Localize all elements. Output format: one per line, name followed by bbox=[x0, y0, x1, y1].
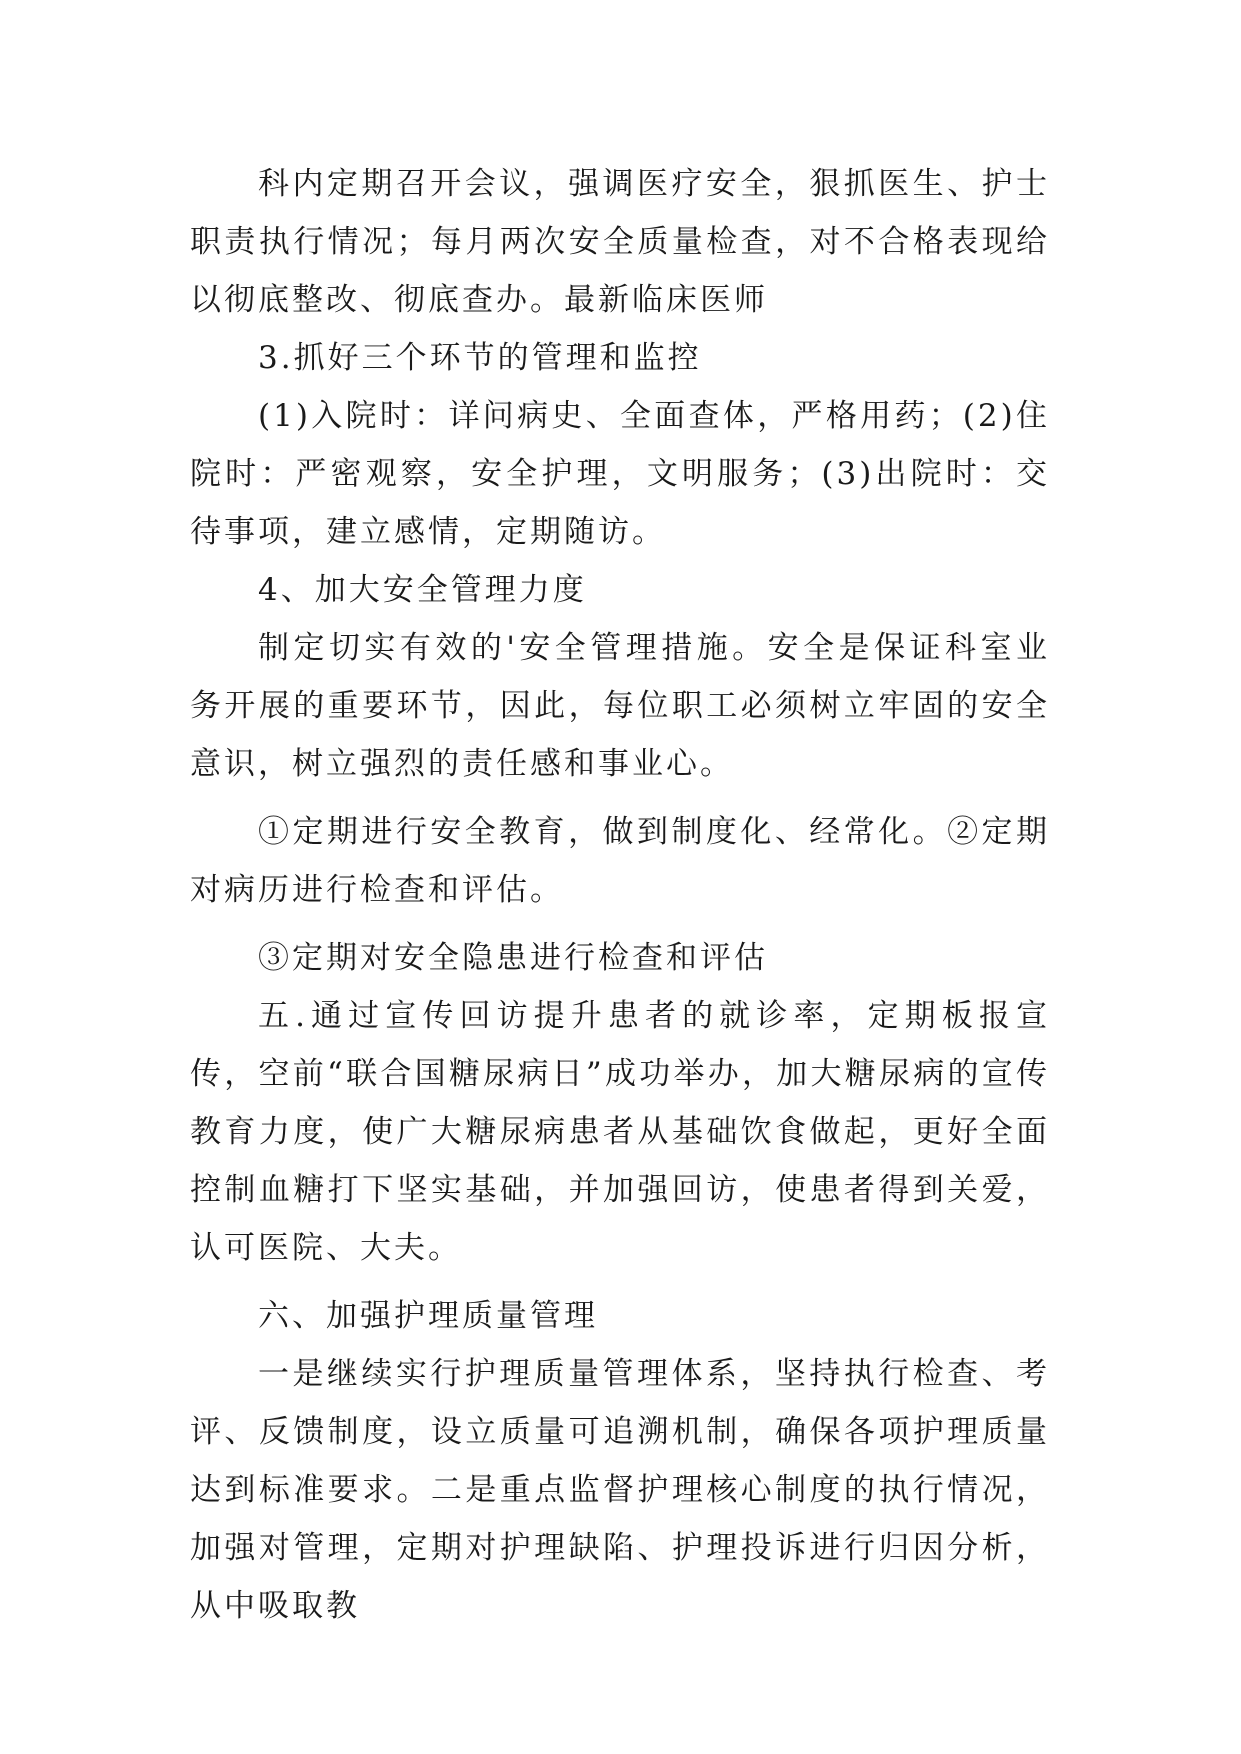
heading-nursing-quality: 六、加强护理质量管理 bbox=[258, 1298, 598, 1334]
list-item-1-2: ①定期进行安全教育，做到制度化、经常化。②定期对病历进行检查和评估。 bbox=[190, 814, 1050, 908]
list-item-3: ③定期对安全隐患进行检查和评估 bbox=[258, 940, 768, 976]
paragraph-three-stages: (1)入院时：详问病史、全面查体，严格用药；(2)住院时：严密观察，安全护理，文明服务；(3)出院时：交待事项，建立感情，定期随访。 bbox=[190, 398, 1050, 550]
heading-three-stages: 3.抓好三个环节的管理和监控 bbox=[258, 340, 702, 376]
paragraph-safety-measures: 制定切实有效的'安全管理措施。安全是保证科室业务开展的重要环节，因此，每位职工必须树立牢固的安全意识，树立强烈的责任感和事业心。 bbox=[190, 630, 1050, 782]
paragraph-nursing-quality: 一是继续实行护理质量管理体系，坚持执行检查、考评、反馈制度，设立质量可追溯机制，确保各项护理质量达到标准要求。二是重点监督护理核心制度的执行情况，加强对管理，定期对护理缺陷、护理投诉进行归因分析，从中吸取教 bbox=[190, 1356, 1050, 1624]
paragraph-publicity: 五.通过宣传回访提升患者的就诊率，定期板报宣传，空前“联合国糖尿病日”成功举办，加大糖尿病的宣传教育力度，使广大糖尿病患者从基础饮食做起，更好全面控制血糖打下坚实基础，并加强回访，使患者得到关爱，认可医院、大夫。 bbox=[190, 998, 1050, 1266]
heading-safety-management: 4、加大安全管理力度 bbox=[258, 572, 587, 608]
paragraph-meeting: 科内定期召开会议，强调医疗安全，狠抓医生、护士职责执行情况；每月两次安全质量检查，对不合格表现给以彻底整改、彻底查办。最新临床医师 bbox=[190, 166, 1050, 318]
document-page bbox=[190, 155, 1050, 1635]
